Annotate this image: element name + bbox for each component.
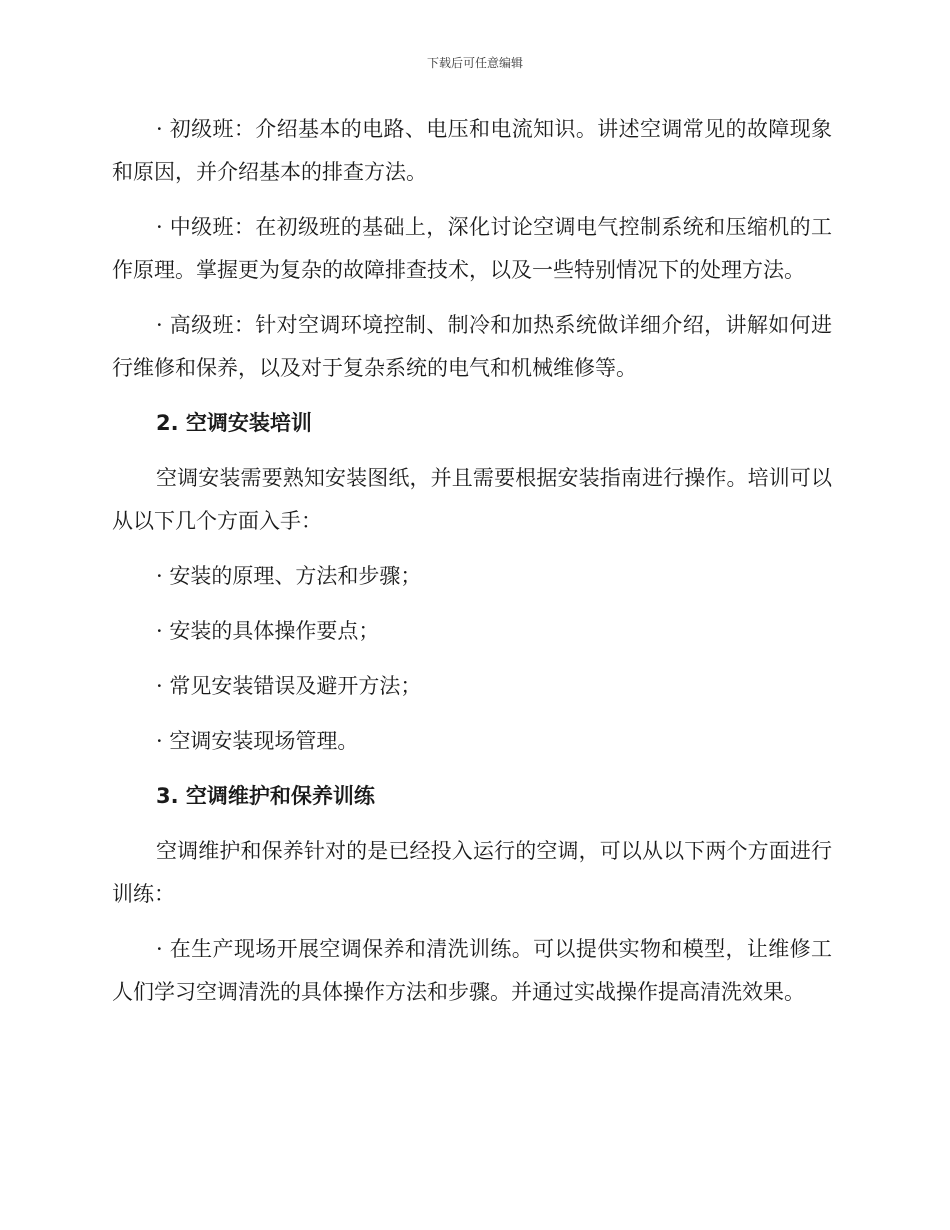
- paragraph-advanced-class: · 高级班：针对空调环境控制、制冷和加热系统做详细介绍，讲解如何进行维修和保养，以及对于复杂系统的电气和机械维修等。: [112, 313, 832, 380]
- list-item: · 常见安装错误及避开方法；: [156, 674, 422, 698]
- paragraph-maintenance-intro: 空调维护和保养针对的是已经投入运行的空调，可以从以下两个方面进行训练：: [112, 839, 832, 906]
- page-header: 下载后可任意编辑: [426, 56, 523, 70]
- paragraph-onsite-cleaning-training: · 在生产现场开展空调保养和清洗训练。可以提供实物和模型，让维修工人们学习空调清洗的具体操作方法和步骤。并通过实战操作提高清洗效果。: [112, 937, 832, 1004]
- paragraph-intermediate-class: · 中级班：在初级班的基础上，深化讨论空调电气控制系统和压缩机的工作原理。掌握更为复杂的故障排查技术，以及一些特别情况下的处理方法。: [112, 215, 832, 282]
- section-heading-maintenance-training: 3. 空调维护和保养训练: [156, 784, 375, 808]
- section-heading-installation-training: 2. 空调安装培训: [156, 411, 312, 435]
- list-item: · 安装的具体操作要点；: [156, 619, 380, 643]
- paragraph-beginner-class: · 初级班：介绍基本的电路、电压和电流知识。讲述空调常见的故障现象和原因，并介绍基本的排查方法。: [112, 117, 832, 184]
- list-item: · 安装的原理、方法和步骤；: [156, 564, 422, 588]
- paragraph-installation-intro: 空调安装需要熟知安装图纸，并且需要根据安装指南进行操作。培训可以从以下几个方面入手：: [112, 466, 832, 533]
- list-item: · 空调安装现场管理。: [156, 729, 359, 753]
- document-body: [112, 108, 832, 1026]
